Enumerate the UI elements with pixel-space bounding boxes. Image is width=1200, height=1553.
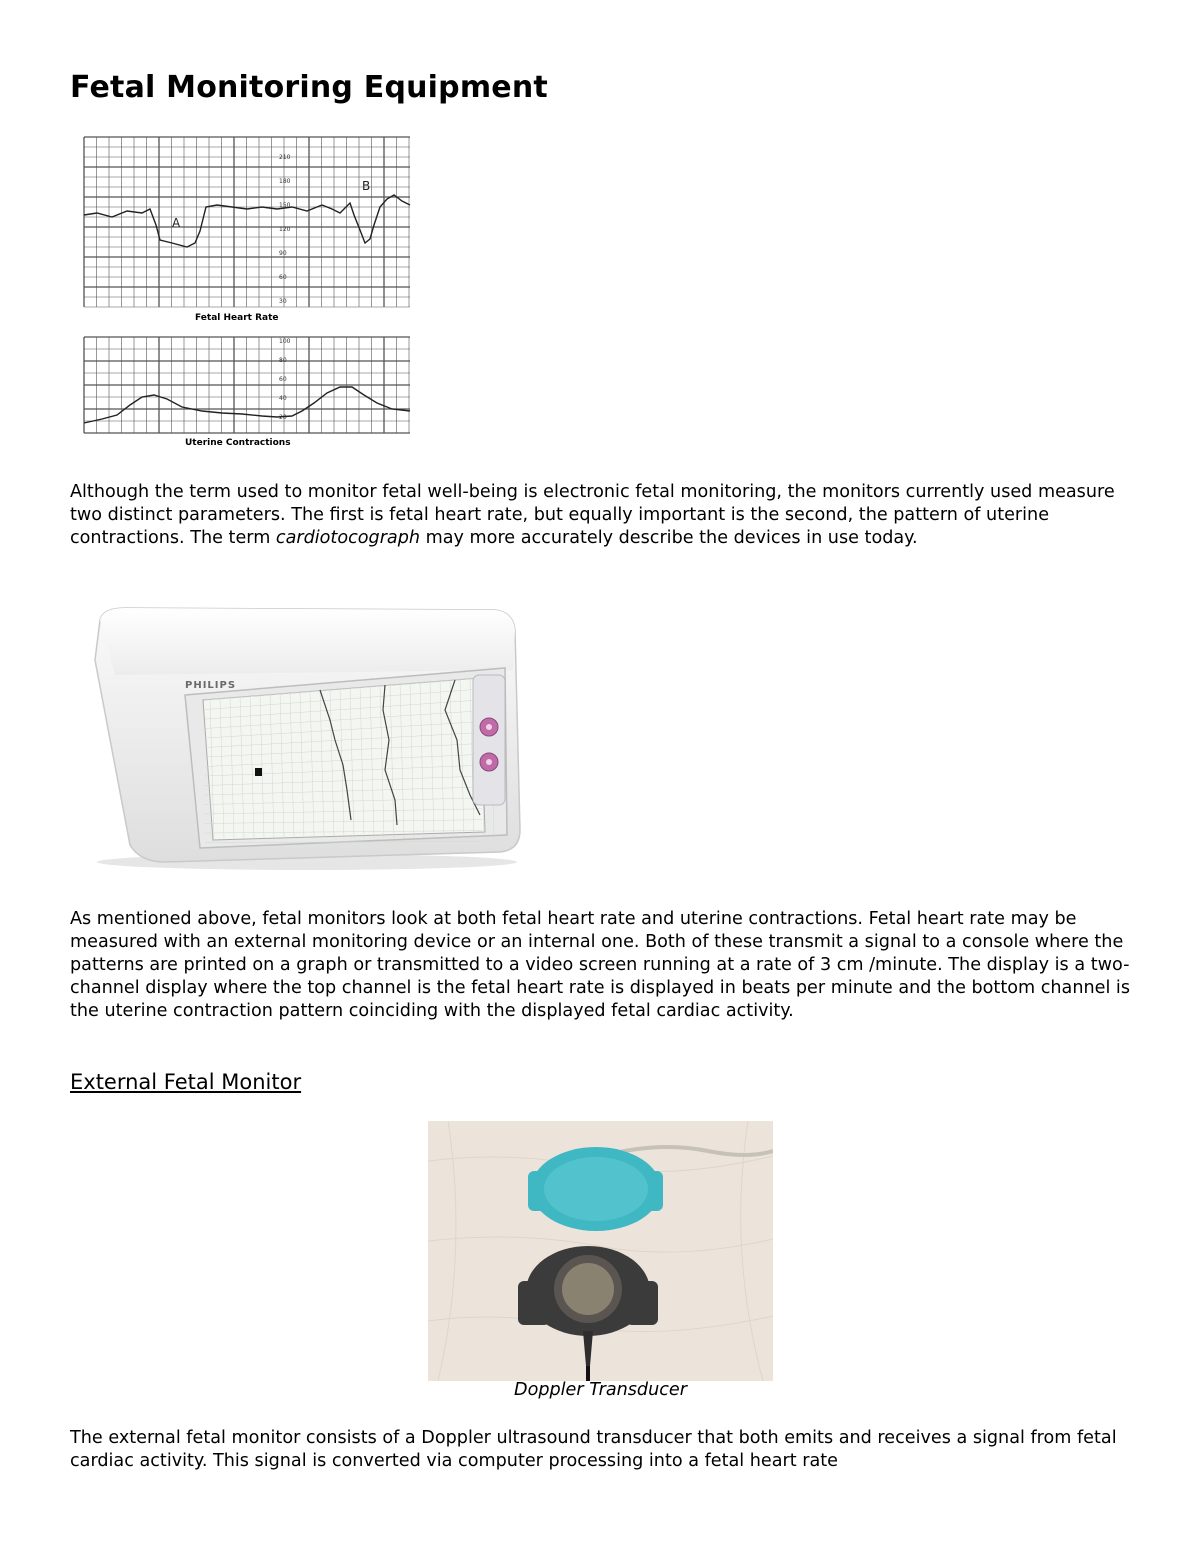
uc-tick-label: 80 (279, 357, 287, 364)
image-caption: Doppler Transducer (514, 1380, 687, 1400)
uc-tick-label: 60 (279, 376, 287, 383)
fhr-tick-label: 30 (279, 298, 287, 305)
page-title: Fetal Monitoring Equipment (70, 70, 548, 105)
fhr-caption: Fetal Heart Rate (195, 313, 279, 323)
second-paragraph: As mentioned above, fetal monitors look at both fetal heart rate and uterine contractions. Fetal heart rate may be measured with an external monitoring device or an internal one. Both of these transmit a signal to a console where the patterns are printed on a graph or transmitted to a video screen running at a rate of 3 cm /minute. The display is a two-channel display where the top channel is the fetal heart rate is displayed in beats per minute and the bottom channel is the uterine contraction pattern coinciding with the displayed fetal cardiac activity. (70, 909, 1130, 1021)
fhr-tick-label: 180 (279, 178, 291, 185)
intro-text-b: may more accurately describe the devices in use today. (420, 528, 918, 548)
section-heading-external-monitor: External Fetal Monitor (70, 1070, 302, 1094)
marker-b-label: B (362, 179, 371, 193)
fhr-tick-label: 150 (279, 202, 291, 209)
ctg-tracing-image (82, 135, 412, 450)
monitor-brand-text: PHILIPS (185, 680, 237, 691)
doppler-transducer-photo (428, 1121, 773, 1381)
uc-tick-label: 40 (279, 395, 287, 402)
third-paragraph: The external fetal monitor consists of a Doppler ultrasound transducer that both emits and receives a signal from fetal cardiac activity. This signal is converted via computer processing into a fetal heart rate (70, 1428, 1117, 1471)
marker-a-label: A (172, 216, 181, 230)
uc-tick-label: 100 (279, 338, 291, 345)
intro-text-a: Although the term used to monitor fetal well-being is electronic fetal monitoring, the monitors currently used measure two distinct parameters. The first is fetal heart rate, but equally important is the second, the pattern of uterine contractions. The term (70, 482, 1115, 548)
fhr-tick-label: 60 (279, 274, 287, 281)
uc-caption: Uterine Contractions (185, 438, 291, 448)
fhr-tick-label: 90 (279, 250, 287, 257)
fhr-tick-label: 120 (279, 226, 291, 233)
uc-tick-label: 20 (279, 414, 287, 421)
fhr-tick-label: 210 (279, 154, 291, 161)
intro-paragraph (70, 481, 1135, 550)
fetal-monitor-photo (85, 600, 530, 875)
intro-term-italic: cardiotocograph (275, 528, 421, 548)
